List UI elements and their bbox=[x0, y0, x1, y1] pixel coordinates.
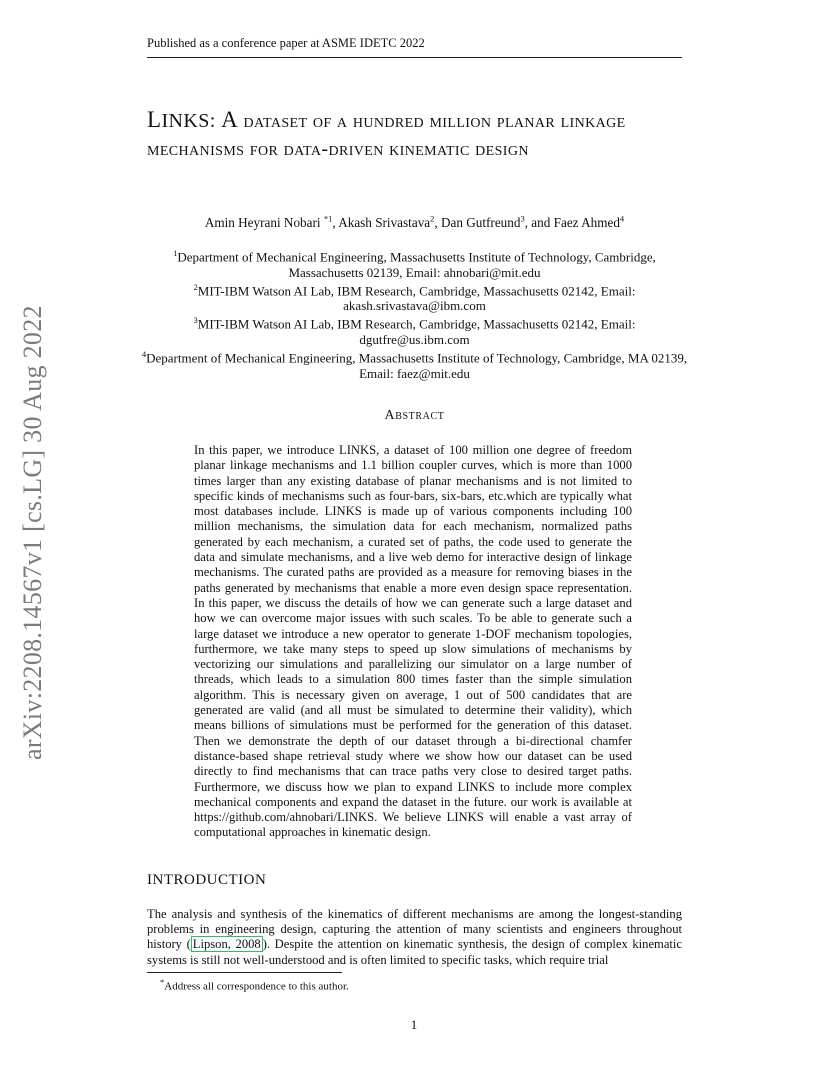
affiliation-2: $^2$MIT-IBM Watson AI Lab, IBM Research, Cambridge, Massachusetts 02142, Email: akash.srivastava@ibm.com bbox=[193, 281, 636, 314]
affiliations bbox=[140, 246, 689, 381]
affiliation-4: $^4$Department of Mechanical Engineering, Massachusetts Institute of Technology, Cambridge, MA 02139, Email: faez@mit.edu bbox=[141, 349, 688, 381]
title-first-word: INKS: bbox=[161, 110, 216, 132]
footnote-mark: * bbox=[160, 977, 165, 987]
title-rest: dataset of a hundred million planar linkage mechanisms for data-driven kinematic design bbox=[147, 110, 626, 160]
footnote bbox=[160, 977, 560, 993]
footnote-rule bbox=[147, 972, 342, 973]
abstract-body: In this paper, we introduce LINKS, a dataset of 100 million one degree of freedom planar linkage mechanisms and 1.1 billion coupler curves, which is more than 1000 times larger than any existing database of planar mechanisms and is not limited to specific kinds of mechanisms such as four-bars, six-bars, etc.which are typically what most databases include. LINKS is made up of various components including 100 million mechanisms, the simulation data for each mechanism, normalized paths generated by each mechanism, a curated set of paths, the code used to generate the data and simulate mechanisms, and a live web demo for interactive design of linkage mechanisms. The curated paths are provided as a measure for removing biases in the paths generated by mechanisms that enable a more even design space representation. In this paper, we discuss the details of how we can generate such a large dataset and how we can overcome major issues with such scales. To be able to generate such a large dataset we introduce a new operator to generate 1-DOF mechanism topologies, furthermore, we take many steps to speed up slow simulations of mechanisms by vectorizing our simulations and parallelizing our simulator on a large number of threads, which leads to a simulation 800 times faster than the simple simulation algorithm. This is necessary given on average, 1 out of 500 candidates that are generated are valid (and all must be simulated to determine their validity), which means billions of simulations must be performed for the generation of this dataset. Then we demonstrate the depth of our dataset through a bi-directional chamfer distance-based shape retrieval study where we show how our dataset can be used directly to find mechanisms that can trace paths very close to desired target paths. Furthermore, we discuss how we plan to expand LINKS to include more complex mechanical components and expand the dataset in the future. our work is available at https://github.com/ahnobari/LINKS. We believe LINKS will enable a vast array of computational approaches in kinematic design. bbox=[194, 443, 632, 840]
intro-text-after: ). Despite the attention on kinematic synthesis, the design of complex kinematic systems is still not well-understood and is often limited to specific tasks, which require trial bbox=[147, 937, 683, 967]
authors-text: Amin Heyrani Nobari $^{*1}$, Akash Srivastava$^2$, Dan Gutfreund$^3$, and Faez Ahmed$^4$ bbox=[204, 214, 625, 231]
arxiv-identifier[interactable]: arXiv:2208.14567v1 [cs.LG] 30 Aug 2022 bbox=[18, 305, 47, 760]
affiliation-3: $^3$MIT-IBM Watson AI Lab, IBM Research, Cambridge, Massachusetts 02142, Email: dgutfre@us.ibm.com bbox=[193, 315, 636, 347]
paper-title bbox=[147, 106, 692, 163]
intro-text-before: The analysis and synthesis of the kinematics of different mechanisms are among the longest-standing problems in engineering design, capturing the attention of many scientists and engineers throughout history ( bbox=[147, 907, 682, 952]
affiliation-1: $^1$Department of Mechanical Engineering, Massachusetts Institute of Technology, Cambridge, Massachusetts 02139, Email: ahnobari@mit.edu bbox=[173, 248, 656, 280]
title-first-letter: L bbox=[147, 107, 162, 132]
author-list bbox=[147, 214, 682, 231]
introduction-paragraph bbox=[147, 907, 682, 968]
page-number: 1 bbox=[410, 1017, 418, 1032]
citation-link[interactable]: Lipson, 2008 bbox=[192, 937, 261, 952]
footnote-text: Address all correspondence to this author. bbox=[164, 980, 349, 993]
abstract-heading: Abstract bbox=[384, 408, 445, 423]
introduction-heading: INTRODUCTION bbox=[147, 872, 267, 888]
title-a: A bbox=[221, 107, 239, 132]
running-header: Published as a conference paper at ASME IDETC 2022 bbox=[147, 36, 682, 58]
